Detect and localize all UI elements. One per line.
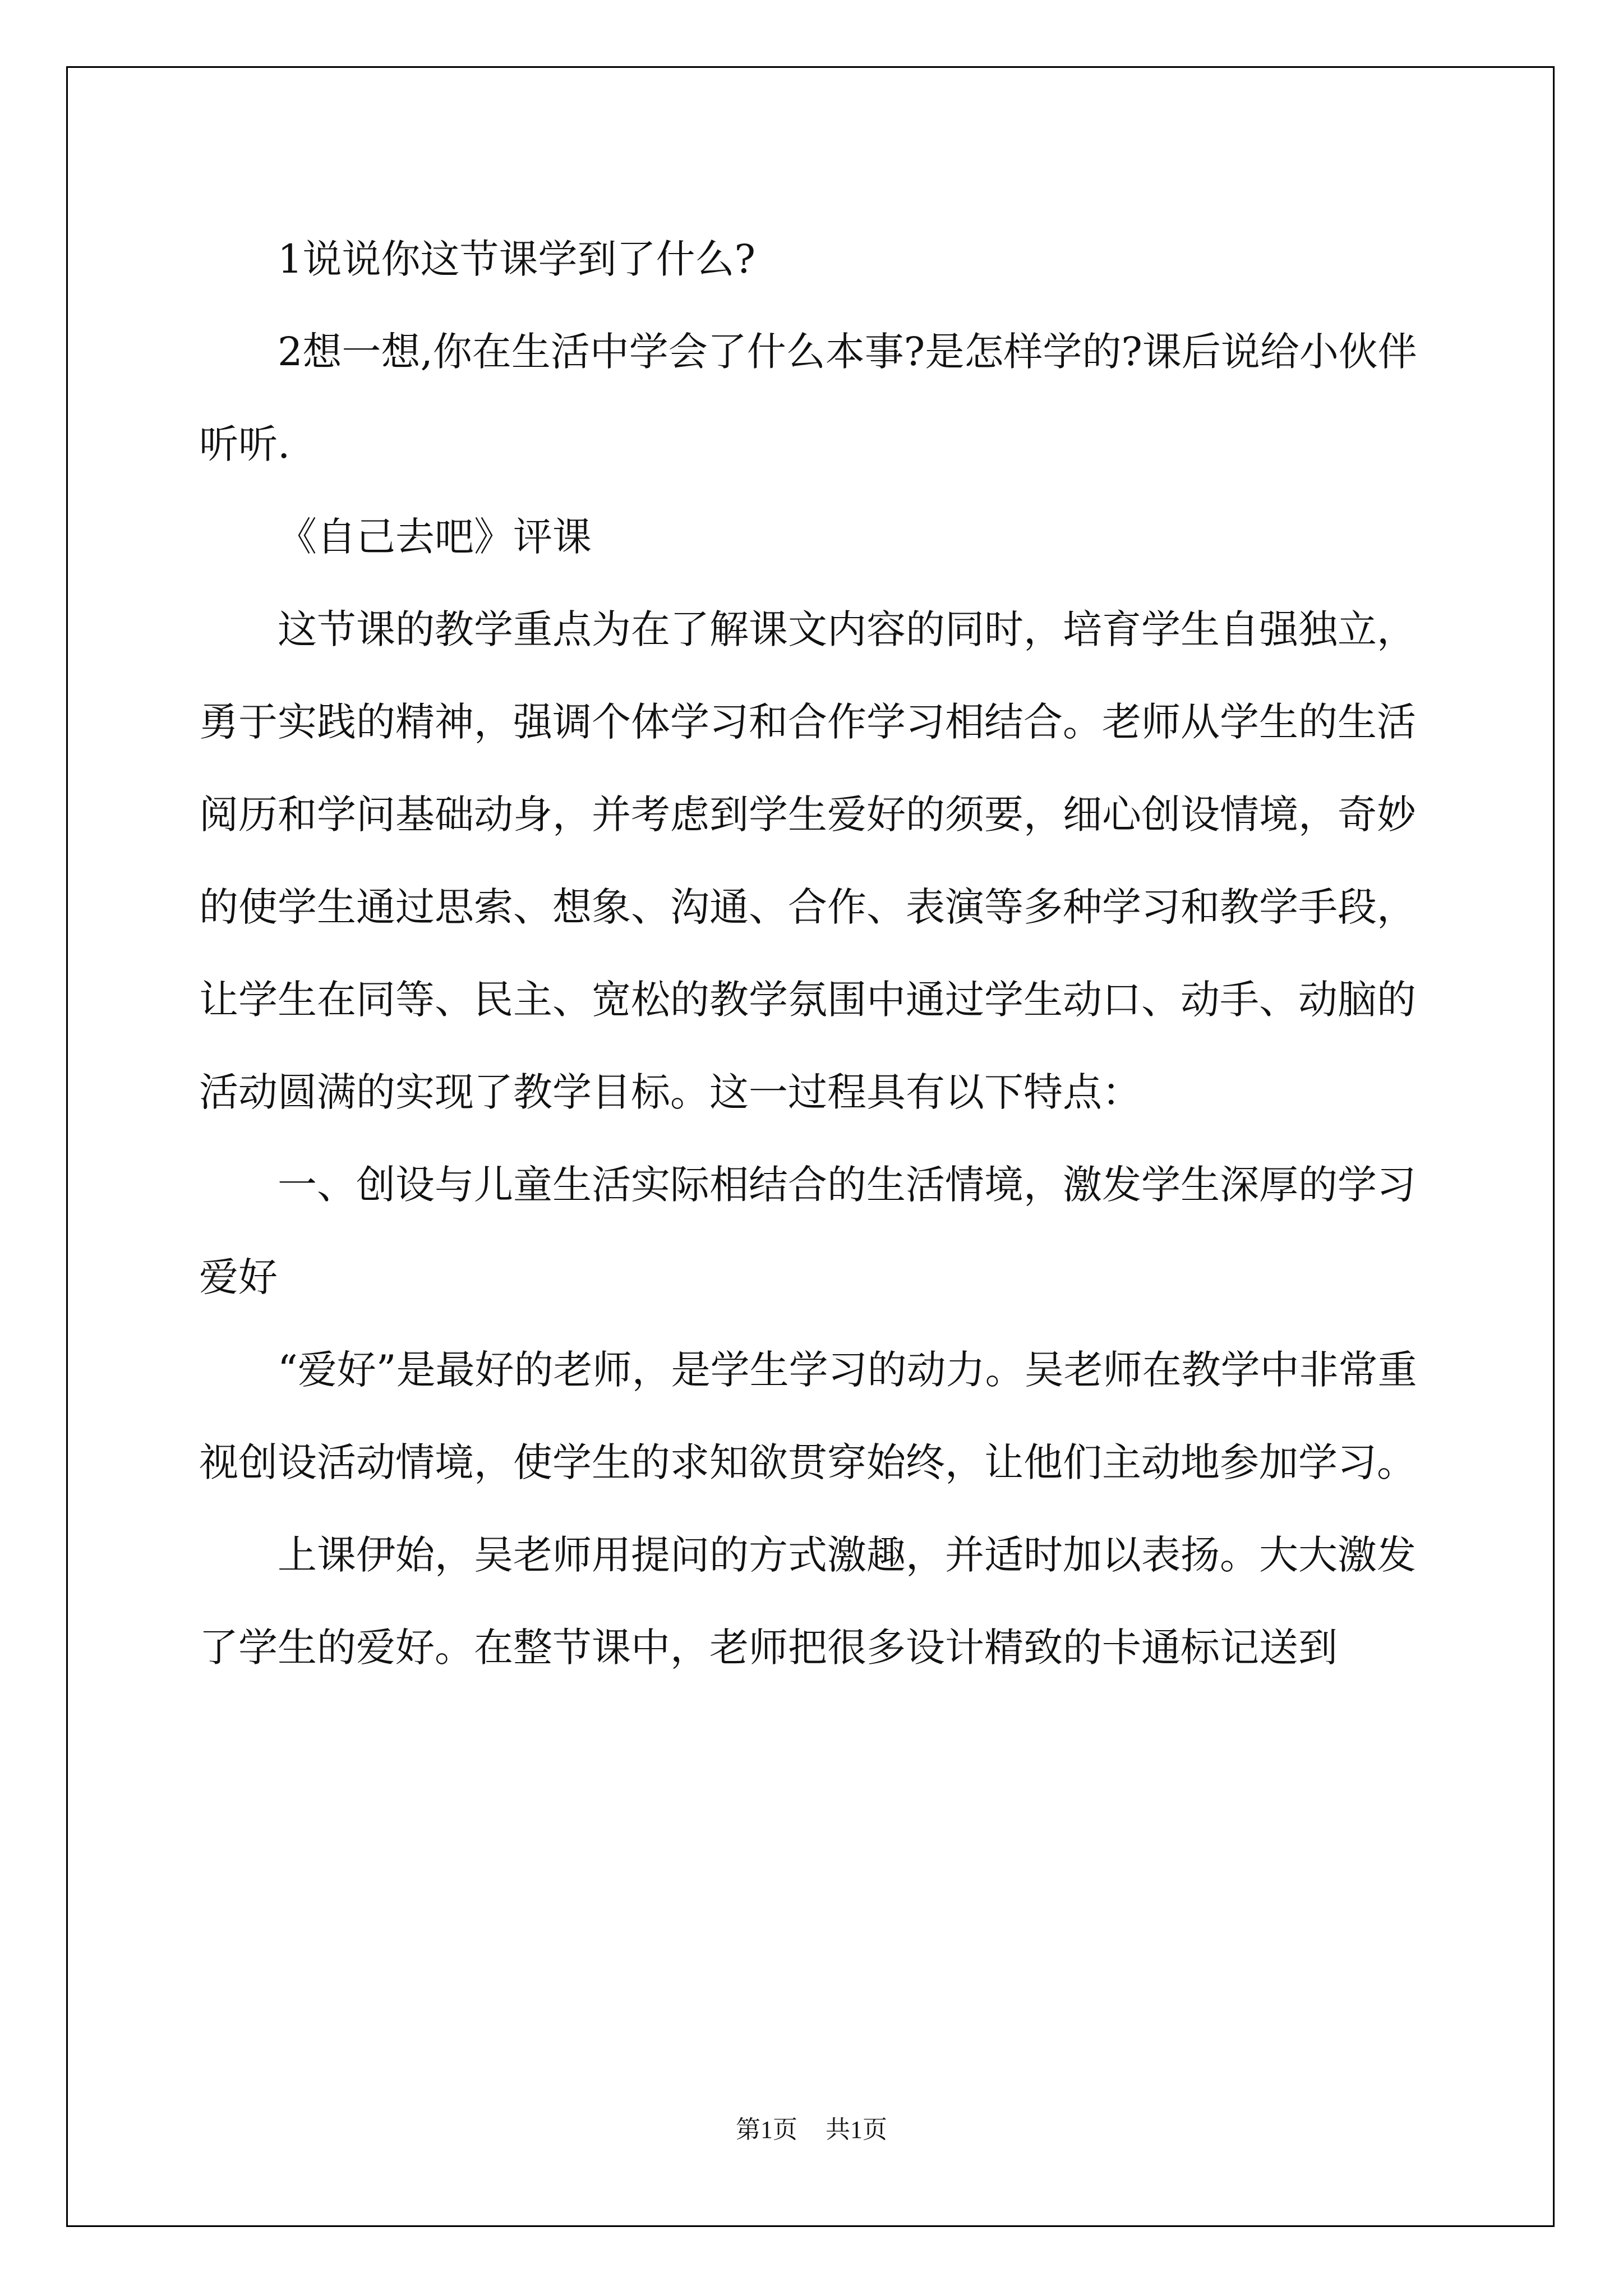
- document-body: [199, 213, 1433, 1694]
- page-number-total: 共1页: [826, 2116, 887, 2143]
- page-number-current: 第1页: [736, 2116, 797, 2143]
- paragraph-interest: “爱好”是最好的老师，是学生学习的动力。吴老师在教学中非常重视创设活动情境，使学生的求知欲贯穿始终，让他们主动地参加学习。: [199, 1347, 1417, 1485]
- page-footer: [0, 2109, 1623, 2145]
- paragraph-question-1: 1说说你这节课学到了什么?: [278, 236, 756, 282]
- paragraph-overview: 这节课的教学重点为在了解课文内容的同时，培育学生自强独立，勇于实践的精神，强调个体学习和合作学习相结合。老师从学生的生活阅历和学问基础动身，并考虑到学生爱好的须要，细心创设情境，奇妙的使学生通过思索、想象、沟通、合作、表演等多种学习和教学手段，让学生在同等、民主、宽松的教学氛围中通过学生动口、动手、动脑的活动圆满的实现了教学目标。这一过程具有以下特点：: [199, 606, 1416, 1115]
- section-heading: 《自己去吧》评课: [278, 514, 592, 560]
- paragraph-point-one: 一、创设与儿童生活实际相结合的生活情境，激发学生深厚的学习爱好: [199, 1162, 1416, 1300]
- paragraph-question-2: 2想一想,你在生活中学会了什么本事?是怎样学的?课后说给小伙伴听听.: [199, 329, 1417, 467]
- paragraph-lesson-start: 上课伊始，吴老师用提问的方式激趣，并适时加以表扬。大大激发了学生的爱好。在整节课中，老师把很多设计精致的卡通标记送到: [199, 1532, 1416, 1671]
